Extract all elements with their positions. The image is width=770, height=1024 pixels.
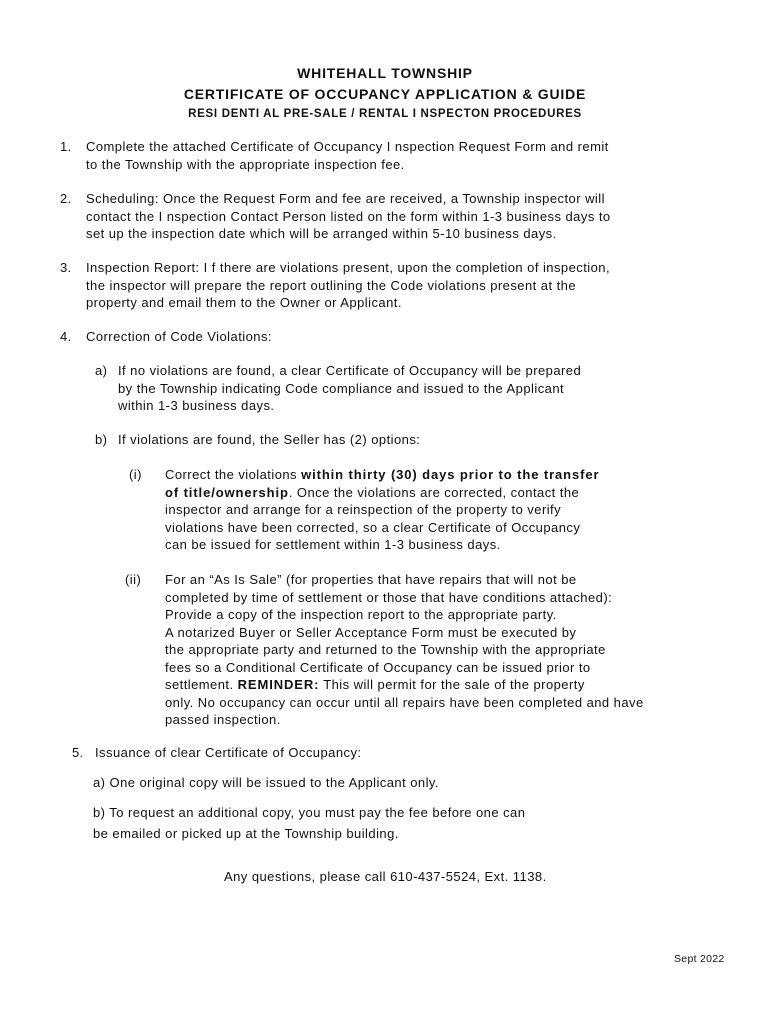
text-line	[165, 676, 644, 694]
item-1-text	[86, 138, 609, 173]
text-line: by the Township indicating Code compliance and issued to the Applicant	[118, 380, 565, 396]
item-number-3: 3.	[60, 260, 72, 275]
text-line: the inspector will prepare the report outlining the Code violations present at the	[86, 277, 577, 293]
text-line: Complete the attached Certificate of Occupancy I nspection Request Form and remit	[86, 139, 609, 154]
text-line: contact the I nspection Contact Person listed on the form within 1-3 business days to	[86, 208, 611, 224]
item-5b-text	[93, 802, 525, 844]
document-subtitle: CERTIFICATE OF OCCUPANCY APPLICATION & GUIDE	[183, 86, 587, 102]
bold-text: of title/ownership	[165, 484, 289, 500]
text-line: within 1-3 business days.	[118, 398, 275, 413]
item-number-1: 1.	[60, 139, 72, 154]
option-i-label: (i)	[129, 467, 142, 482]
text-run: settlement.	[165, 677, 238, 692]
item-2-text	[86, 190, 611, 243]
item-5-heading	[95, 744, 361, 762]
text-line: completed by time of settlement or those that have conditions attached):	[165, 589, 613, 605]
text-line: passed inspection.	[165, 712, 281, 727]
text-line: Provide a copy of the inspection report to the appropriate party.	[165, 607, 557, 622]
text-line: For an “As Is Sale” (for properties that have repairs that will not be	[165, 572, 577, 587]
item-3-text	[86, 259, 610, 312]
item-4a-label: a)	[95, 363, 108, 378]
text-run: This will permit for the sale of the property	[319, 677, 585, 692]
item-4b-label: b)	[95, 432, 108, 447]
option-i-text	[165, 466, 599, 554]
item-4-heading	[86, 328, 272, 346]
text-line: Issuance of clear Certificate of Occupancy:	[95, 745, 362, 760]
option-ii-label: (ii)	[125, 572, 142, 587]
item-number-4: 4.	[60, 329, 72, 344]
text-run: Correct the violations	[165, 467, 302, 482]
text-line: can be issued for settlement within 1-3 business days.	[165, 537, 501, 552]
document-section-heading: RESI DENTI AL PRE-SALE / RENTAL I NSPECTON PROCEDURES	[188, 108, 582, 120]
text-line	[165, 466, 599, 484]
text-line: a) One original copy will be issued to the Applicant only.	[93, 775, 439, 790]
text-line: set up the inspection date which will be arranged within 5-10 business days.	[86, 226, 557, 241]
contact-line: Any questions, please call 610-437-5524, Ext. 1138.	[224, 869, 547, 884]
text-line: to the Township with the appropriate inspection fee.	[86, 156, 405, 172]
text-line: inspector and arrange for a reinspection of the property to verify	[165, 502, 562, 517]
item-number-2: 2.	[60, 191, 72, 206]
text-run: . Once the violations are corrected, contact the	[288, 484, 580, 500]
text-line: be emailed or picked up at the Township building.	[93, 826, 399, 841]
text-line: b) To request an additional copy, you must pay the fee before one can	[93, 805, 526, 820]
text-line: property and email them to the Owner or Applicant.	[86, 295, 402, 310]
item-4b-text	[118, 431, 420, 449]
text-line: If no violations are found, a clear Certificate of Occupancy will be prepared	[118, 363, 582, 378]
text-line: Correction of Code Violations:	[86, 329, 272, 344]
text-line: Inspection Report: I f there are violations present, upon the completion of inspection,	[86, 260, 611, 275]
reminder-label: REMINDER:	[237, 677, 320, 692]
text-line: fees so a Conditional Certificate of Occupancy can be issued prior to	[165, 659, 591, 675]
option-ii-text	[165, 571, 644, 729]
text-line: violations have been corrected, so a clear Certificate of Occupancy	[165, 519, 581, 535]
text-line: If violations are found, the Seller has (2) options:	[118, 432, 421, 447]
text-line: only. No occupancy can occur until all repairs have been completed and have	[165, 694, 644, 710]
item-number-5: 5.	[72, 745, 84, 760]
item-5a-text	[93, 774, 439, 792]
revision-date: Sept 2022	[674, 953, 725, 965]
text-line	[165, 484, 599, 502]
text-line: Scheduling: Once the Request Form and fee are received, a Township inspector will	[86, 191, 605, 206]
item-4a-text	[118, 362, 581, 415]
bold-text: within thirty (30) days prior to the transfer	[301, 467, 600, 482]
text-line: the appropriate party and returned to the Township with the appropriate	[165, 642, 606, 657]
text-line: A notarized Buyer or Seller Acceptance Form must be executed by	[165, 624, 577, 640]
document-title: WHITEHALL TOWNSHIP	[297, 65, 473, 81]
